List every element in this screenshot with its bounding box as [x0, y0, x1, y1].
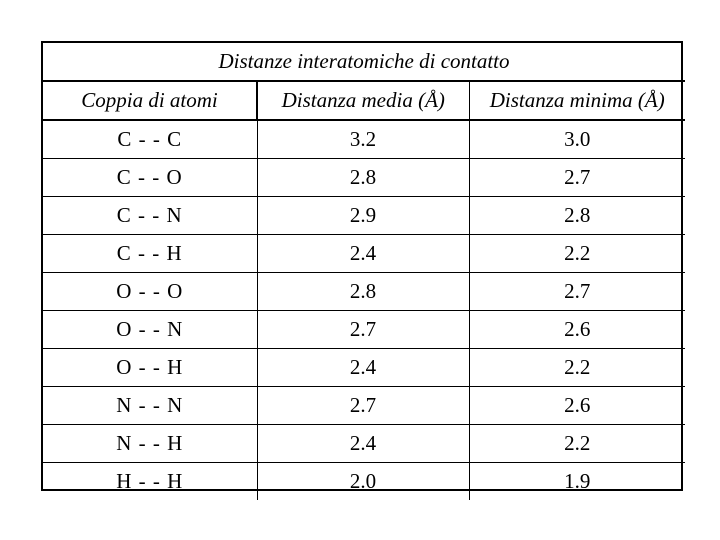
atom-pair-cell: O - - H — [43, 349, 257, 387]
contact-distances-table — [43, 43, 685, 500]
atom-pair-cell: H - - H — [43, 463, 257, 501]
table-row — [43, 311, 685, 349]
mean-distance-cell: 2.7 — [257, 387, 469, 425]
min-distance-cell: 2.7 — [469, 273, 685, 311]
contact-distances-table-frame — [41, 41, 683, 491]
min-distance-cell: 1.9 — [564, 469, 591, 493]
table-row — [43, 273, 685, 311]
table-title-row — [43, 43, 685, 81]
table-row — [43, 120, 685, 159]
min-distance-cell: 2.2 — [469, 349, 685, 387]
min-distance-cell: 2.2 — [469, 425, 685, 463]
column-header-row — [43, 81, 685, 120]
min-distance-cell: 3.0 — [469, 120, 685, 159]
min-distance-cell: 2.2 — [469, 235, 685, 273]
atom-pair-cell: C - - N — [43, 197, 257, 235]
mean-distance-cell: 2.0 — [257, 463, 469, 501]
table-row — [43, 159, 685, 197]
atom-pair-cell: N - - N — [43, 387, 257, 425]
mean-distance-cell: 2.8 — [257, 159, 469, 197]
mean-distance-cell: 2.4 — [257, 425, 469, 463]
table-row — [43, 425, 685, 463]
atom-pair-cell: C - - O — [43, 159, 257, 197]
table-row — [43, 387, 685, 425]
min-distance-cell: 2.6 — [469, 387, 685, 425]
atom-pair-cell: C - - H — [43, 235, 257, 273]
table-body — [43, 120, 685, 500]
table-row — [43, 349, 685, 387]
mean-distance-cell: 3.2 — [257, 120, 469, 159]
mean-distance-cell: 2.4 — [257, 235, 469, 273]
min-distance-cell: 2.8 — [469, 197, 685, 235]
table-title: Distanze interatomiche di contatto — [43, 43, 685, 81]
atom-pair-cell: O - - N — [43, 311, 257, 349]
mean-distance-cell: 2.9 — [257, 197, 469, 235]
table-row — [43, 197, 685, 235]
atom-pair-cell: N - - H — [43, 425, 257, 463]
atom-pair-cell: C - - C — [43, 120, 257, 159]
column-header-min-distance: Distanza minima (Å) — [469, 81, 685, 120]
table-row — [43, 235, 685, 273]
column-header-pair: Coppia di atomi — [43, 81, 257, 120]
column-header-mean-distance: Distanza media (Å) — [257, 81, 469, 120]
table-row — [43, 463, 685, 501]
min-distance-cell: 2.7 — [469, 159, 685, 197]
mean-distance-cell: 2.7 — [257, 311, 469, 349]
min-distance-cell: 2.6 — [469, 311, 685, 349]
mean-distance-cell: 2.8 — [257, 273, 469, 311]
mean-distance-cell: 2.4 — [257, 349, 469, 387]
atom-pair-cell: O - - O — [43, 273, 257, 311]
